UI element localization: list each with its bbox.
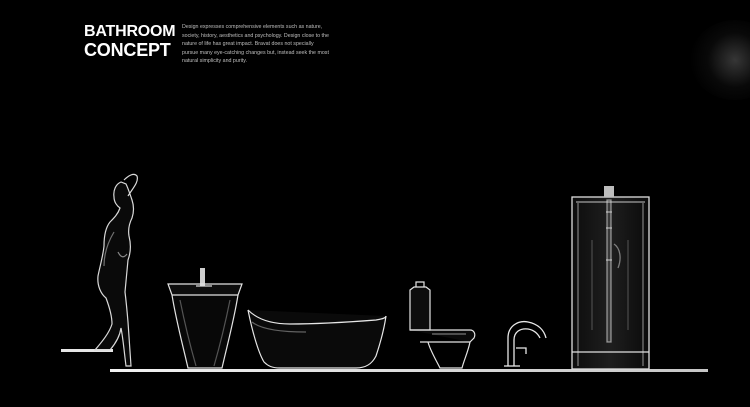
shower-enclosure — [572, 186, 649, 369]
title-line-1: BATHROOM — [84, 23, 176, 40]
pedestal-sink — [168, 268, 242, 368]
title-line-2: CONCEPT — [84, 40, 171, 60]
concept-description: Design expresses comprehensive elements such as nature, society, history, aesthetics and psychology. Design close to the nature of life has great impact. Bravat does not specially pursue many eye-catching changes but, instead seek the most natural simplicity and purity. — [182, 24, 329, 65]
bidet-faucet — [504, 322, 546, 366]
toilet — [410, 282, 475, 368]
freestanding-bathtub — [248, 310, 386, 368]
woman-silhouette — [95, 174, 137, 366]
